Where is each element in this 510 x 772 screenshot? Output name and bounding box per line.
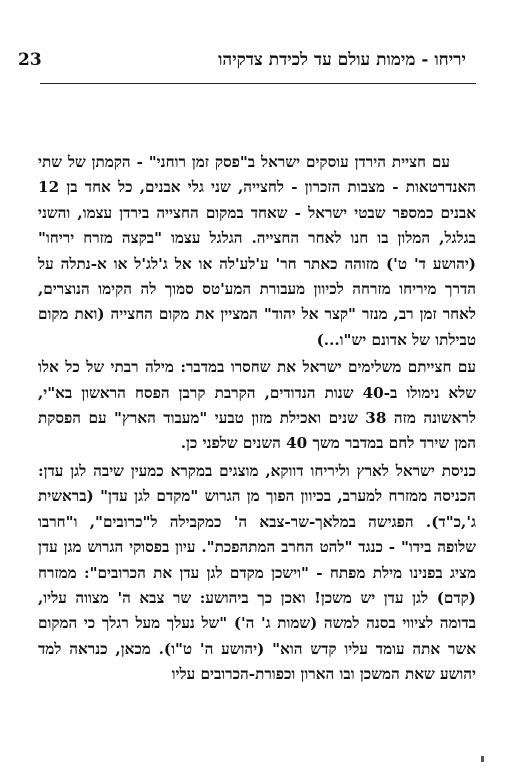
paragraph-eden xyxy=(38,459,476,688)
emphasized-quote: "חרבו שלופה בידו" xyxy=(38,512,476,557)
scan-mark xyxy=(481,756,484,762)
emphasized-quote: "של נעלך מעל רגלך כי המקום אשר אתה עומד עליו קדש הוא" xyxy=(38,614,476,658)
text-run: - כנגד xyxy=(352,538,401,557)
emphasized-quote: "וישכן מקדם לגן עדן את הכרובים" xyxy=(89,563,309,582)
text-run: . עיון בפסוקי הגרוש מגן עדן מציג בפנינו מילת מפתח - xyxy=(38,538,476,582)
header-rule xyxy=(40,83,476,84)
text-run: עם חציית הירדן עוסקים ישראל ב"פסק זמן רוחני" - הקמתן של שתי האנדרטאות - מצבות הזכרון - לחצייה, שני גלי אבנים, כל אחד בן 12 אבנים כמספר שבטי ישראל - שאחד במקום החצייה בירדן עצמו, והשני בגלגל, המלון בו חנו לאחר החצייה. הגלגל עצמו xyxy=(38,153,476,248)
emphasized-quote: "מקדם לגן עדן" xyxy=(100,487,199,506)
text-run: עם חצייתם משלימים ישראל את שחסרו במדבר: מילה רבתי של כל אלו שלא נימולו ב-40 שנות הנדודים, הקרבת קרבן הפסח הראשון בא"י, לראשונה מזה 38 שנים ואכילת מזון טבעי "מעבוד הארץ" עם הפסקת המן שירד לחם במדבר משך 40 השנים שלפני כן. xyxy=(38,358,476,453)
text-run: : ממזרח (קדם) לגן עדן יש משכן! ואכן כך ביהושע: שר צבא ה' מצווה עליו, בדומה לציווי בסנה למשה (שמות ג' ה') xyxy=(38,563,476,633)
page-number: 23 xyxy=(18,50,42,70)
text-run: (יהושע ד' ט') מזוהה כאתר חר' ע'לע'לה או אל ג'לג'ל או א-נתלה על הדרך מיריחו מזרחה לכיוון מעבורת המע'טס סמוך לה הקימו הנוצרים, לאחר זמן רב, מנזר "קצר אל יהוד" המציין את מקום החצייה (ואת מקום טבילתו של אדונם יש"ו...) xyxy=(38,254,476,349)
emphasized-quote: "להט החרב המתהפכת" xyxy=(206,538,353,557)
text-run: (יהושע ה' ט"ו). מכאן, כנראה למד יהושע שאת המשכן ובו הארון וכפורת-הכרובים עליו xyxy=(38,639,476,684)
running-title: יריחו - מימות עולם עד לכידת צדקיהו xyxy=(218,50,466,70)
body-text xyxy=(38,150,476,688)
paragraph-gilgal xyxy=(38,150,476,353)
text-run: (בראשית ג',כ"ד). הפגישה במלאך-שר-צבא ה' כמקבילה ל"כרובים", ו xyxy=(38,487,476,531)
emphasized-quote: "בקצה מזרח יריחו" xyxy=(38,229,162,248)
text-run: כניסת ישראל לארץ וליריחו דווקא, מוצגים במקרא כמעין שיבה לגן עדן: הכניסה ממזרח למערב, בכיוון הפוך מן הגרוש xyxy=(38,461,476,506)
paragraph-wilderness xyxy=(38,355,476,457)
